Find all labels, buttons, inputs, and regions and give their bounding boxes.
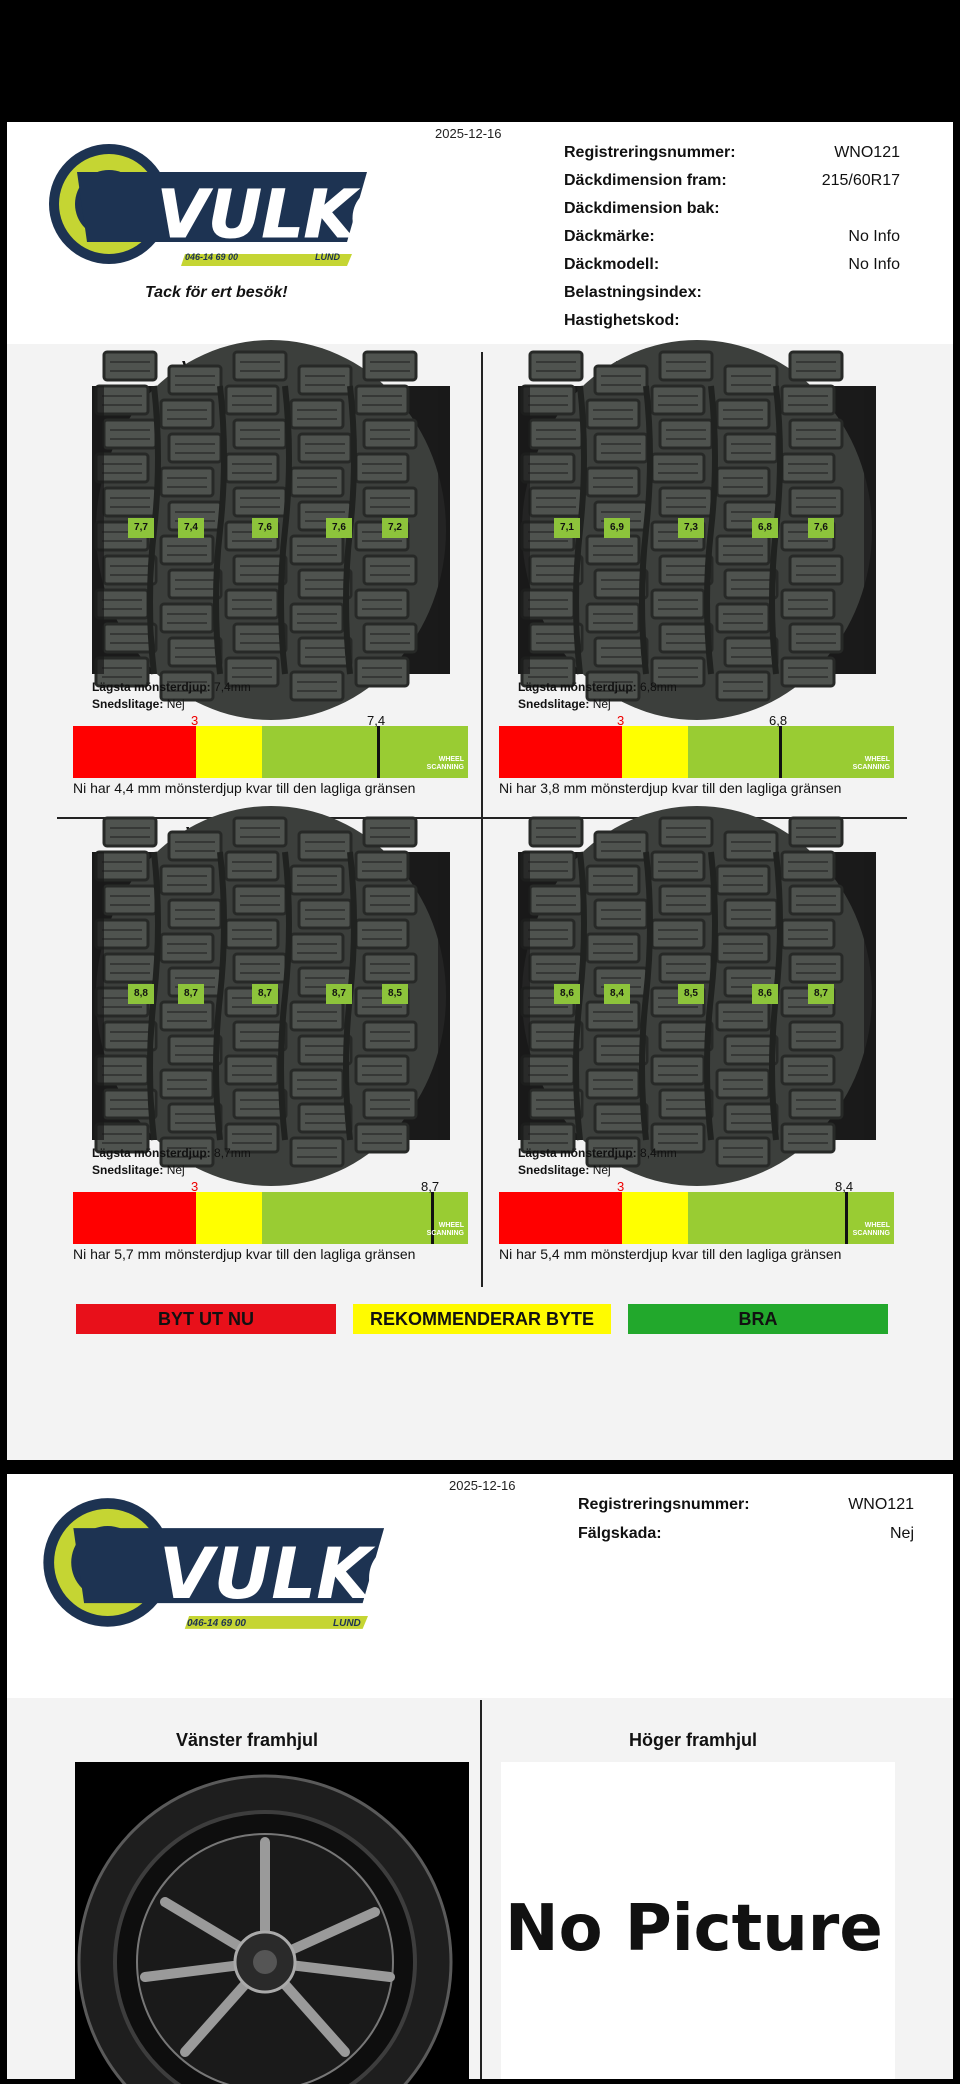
info-row xyxy=(564,144,900,166)
rim-photo-left-front xyxy=(75,1762,469,2079)
min-depth-value: 6,8mm xyxy=(640,680,677,694)
remaining-depth-text: Ni har 5,4 mm mönsterdjup kvar till den lagliga gränsen xyxy=(499,1246,842,1262)
info-value: Nej xyxy=(889,1525,914,1542)
rim-wheel-icon xyxy=(75,1762,469,2079)
report-page-1 xyxy=(7,122,953,1460)
info-row xyxy=(564,284,900,306)
brand-top: WHEEL xyxy=(438,1222,464,1229)
min-depth-value: 8,7mm xyxy=(214,1146,251,1160)
slant-wear-row xyxy=(92,1163,185,1177)
wheelscanning-logo xyxy=(427,756,464,772)
gauge-value-marker xyxy=(845,1192,848,1244)
tread-image xyxy=(518,852,876,1140)
wheelscanning-logo xyxy=(427,1222,464,1238)
brand-bottom: SCANNING xyxy=(852,1230,890,1237)
svg-text:VULKO: VULKO xyxy=(159,1531,427,1615)
min-depth-label: Lägsta mönsterdjup: xyxy=(92,1146,211,1160)
depth-measurement: 8,6 xyxy=(554,984,580,1004)
legend-item: REKOMMENDERAR BYTE xyxy=(353,1304,611,1334)
report-page-2 xyxy=(7,1474,953,2079)
depth-measurement: 7,6 xyxy=(252,518,278,538)
brand-bottom: SCANNING xyxy=(426,764,464,771)
gauge-value-label: 7,4 xyxy=(367,713,386,728)
gauge-red-zone xyxy=(499,1192,622,1244)
info-row xyxy=(564,228,900,250)
rim-right-front-title: Höger framhjul xyxy=(628,1730,757,1750)
slant-wear-label: Snedslitage: xyxy=(518,1163,590,1177)
gauge-limit-label: 3 xyxy=(617,713,625,728)
gauge-red-zone xyxy=(73,726,196,778)
page-2-header xyxy=(7,1474,953,1698)
min-depth-row xyxy=(518,1146,677,1160)
slant-wear-row xyxy=(518,697,611,711)
slant-wear-value: Nej xyxy=(592,1163,611,1177)
info-label: Däckdimension bak: xyxy=(564,200,720,217)
gauge-limit-label: 3 xyxy=(617,1179,625,1194)
min-depth-value: 7,4mm xyxy=(214,680,251,694)
slant-wear-row xyxy=(92,697,185,711)
info-value: WNO121 xyxy=(834,144,900,161)
brand-bottom: SCANNING xyxy=(852,764,890,771)
depth-measurement: 8,7 xyxy=(808,984,834,1004)
info-value: 215/60R17 xyxy=(821,172,900,189)
brand-top: WHEEL xyxy=(864,756,890,763)
info-label: Hastighetskod: xyxy=(564,312,680,329)
depth-measurement: 7,3 xyxy=(678,518,704,538)
wheel-panel xyxy=(489,356,909,806)
min-depth-label: Lägsta mönsterdjup: xyxy=(92,680,211,694)
brand-top: WHEEL xyxy=(438,756,464,763)
info-label: Fälgskada: xyxy=(578,1525,662,1542)
gauge-value-label: 8,4 xyxy=(835,1179,854,1194)
no-picture-text: No Picture xyxy=(505,1892,883,1966)
info-value: No Info xyxy=(848,256,900,273)
slant-wear-value: Nej xyxy=(592,697,611,711)
gauge-yellow-zone xyxy=(196,726,262,778)
thanks-message: Tack för ert besök! xyxy=(145,284,288,301)
info-row xyxy=(564,256,900,278)
min-depth-label: Lägsta mönsterdjup: xyxy=(518,680,637,694)
depth-measurement: 7,6 xyxy=(808,518,834,538)
logo-city: LUND xyxy=(315,252,340,262)
gauge-red-zone xyxy=(499,726,622,778)
tread-image xyxy=(518,386,876,674)
min-depth-label: Lägsta mönsterdjup: xyxy=(518,1146,637,1160)
no-picture-placeholder xyxy=(501,1762,895,2079)
page-2-vertical-divider xyxy=(480,1700,482,2079)
gauge-limit-label: 3 xyxy=(191,1179,199,1194)
depth-measurement: 8,5 xyxy=(382,984,408,1004)
status-legend xyxy=(76,1304,892,1334)
info-value: WNO121 xyxy=(848,1496,914,1513)
remaining-depth-text: Ni har 5,7 mm mönsterdjup kvar till den lagliga gränsen xyxy=(73,1246,416,1262)
min-depth-row xyxy=(518,680,677,694)
min-depth-row xyxy=(92,1146,251,1160)
info-row xyxy=(564,312,900,334)
legend-item: BYT UT NU xyxy=(76,1304,336,1334)
vulko-logo-page-2 xyxy=(33,1496,427,1646)
depth-measurement: 8,8 xyxy=(128,984,154,1004)
info-label: Belastningsindex: xyxy=(564,284,702,301)
gauge-value-marker xyxy=(779,726,782,778)
rim-left-front-title: Vänster framhjul xyxy=(175,1730,319,1750)
gauge-yellow-zone xyxy=(622,726,688,778)
depth-measurement: 7,7 xyxy=(128,518,154,538)
depth-measurement: 8,5 xyxy=(678,984,704,1004)
tread-depth-gauge xyxy=(73,713,468,778)
logo-phone-page-2: 046-14 69 00 xyxy=(187,1618,246,1629)
slant-wear-label: Snedslitage: xyxy=(518,697,590,711)
gauge-yellow-zone xyxy=(622,1192,688,1244)
min-depth-row xyxy=(92,680,251,694)
wheel-panel xyxy=(489,822,909,1272)
remaining-depth-text: Ni har 4,4 mm mönsterdjup kvar till den lagliga gränsen xyxy=(73,780,416,796)
legend-item: BRA xyxy=(628,1304,888,1334)
tread-image xyxy=(92,386,450,674)
gauge-value-label: 6,8 xyxy=(769,713,788,728)
depth-measurement: 6,9 xyxy=(604,518,630,538)
gauge-yellow-zone xyxy=(196,1192,262,1244)
gauge-red-zone xyxy=(73,1192,196,1244)
info-label: Däckdimension fram: xyxy=(564,172,727,189)
slant-wear-label: Snedslitage: xyxy=(92,697,164,711)
vulko-logo xyxy=(47,142,407,282)
info-label: Däckmodell: xyxy=(564,256,660,273)
wheel-panel xyxy=(63,822,483,1272)
depth-measurement: 8,7 xyxy=(326,984,352,1004)
wheel-panel xyxy=(63,356,483,806)
info-label: Registreringsnummer: xyxy=(564,144,736,161)
gauge-value-marker xyxy=(377,726,380,778)
logo-phone: 046-14 69 00 xyxy=(185,252,239,262)
brand-bottom: SCANNING xyxy=(426,1230,464,1237)
wheelscanning-logo xyxy=(853,756,890,772)
info-value: No Info xyxy=(848,228,900,245)
depth-measurement: 8,7 xyxy=(178,984,204,1004)
depth-measurement: 8,4 xyxy=(604,984,630,1004)
slant-wear-row xyxy=(518,1163,611,1177)
tread-depth-gauge xyxy=(499,713,894,778)
info-label: Registreringsnummer: xyxy=(578,1496,750,1513)
gauge-value-label: 8,7 xyxy=(421,1179,440,1194)
gauge-limit-label: 3 xyxy=(191,713,199,728)
remaining-depth-text: Ni har 3,8 mm mönsterdjup kvar till den lagliga gränsen xyxy=(499,780,842,796)
page-1-header xyxy=(7,122,953,344)
depth-measurement: 7,2 xyxy=(382,518,408,538)
brand-top: WHEEL xyxy=(864,1222,890,1229)
logo-city-page-2: LUND xyxy=(333,1618,361,1629)
grid-horizontal-divider xyxy=(57,817,907,819)
slant-wear-value: Nej xyxy=(166,1163,185,1177)
info-label: Däckmärke: xyxy=(564,228,655,245)
min-depth-value: 8,4mm xyxy=(640,1146,677,1160)
slant-wear-label: Snedslitage: xyxy=(92,1163,164,1177)
depth-measurement: 8,7 xyxy=(252,984,278,1004)
info-row xyxy=(578,1496,914,1518)
depth-measurement: 7,4 xyxy=(178,518,204,538)
tread-image xyxy=(92,852,450,1140)
info-row xyxy=(564,172,900,194)
info-row xyxy=(578,1525,914,1547)
depth-measurement: 8,6 xyxy=(752,984,778,1004)
report-date: 2025-12-16 xyxy=(435,126,502,141)
slant-wear-value: Nej xyxy=(166,697,185,711)
depth-measurement: 7,6 xyxy=(326,518,352,538)
info-row xyxy=(564,200,900,222)
wheelscanning-logo xyxy=(853,1222,890,1238)
tread-depth-gauge xyxy=(499,1179,894,1244)
svg-text:VULKO: VULKO xyxy=(157,176,407,253)
depth-measurement: 7,1 xyxy=(554,518,580,538)
report-date-page-2: 2025-12-16 xyxy=(449,1478,516,1493)
tread-depth-gauge xyxy=(73,1179,468,1244)
depth-measurement: 6,8 xyxy=(752,518,778,538)
